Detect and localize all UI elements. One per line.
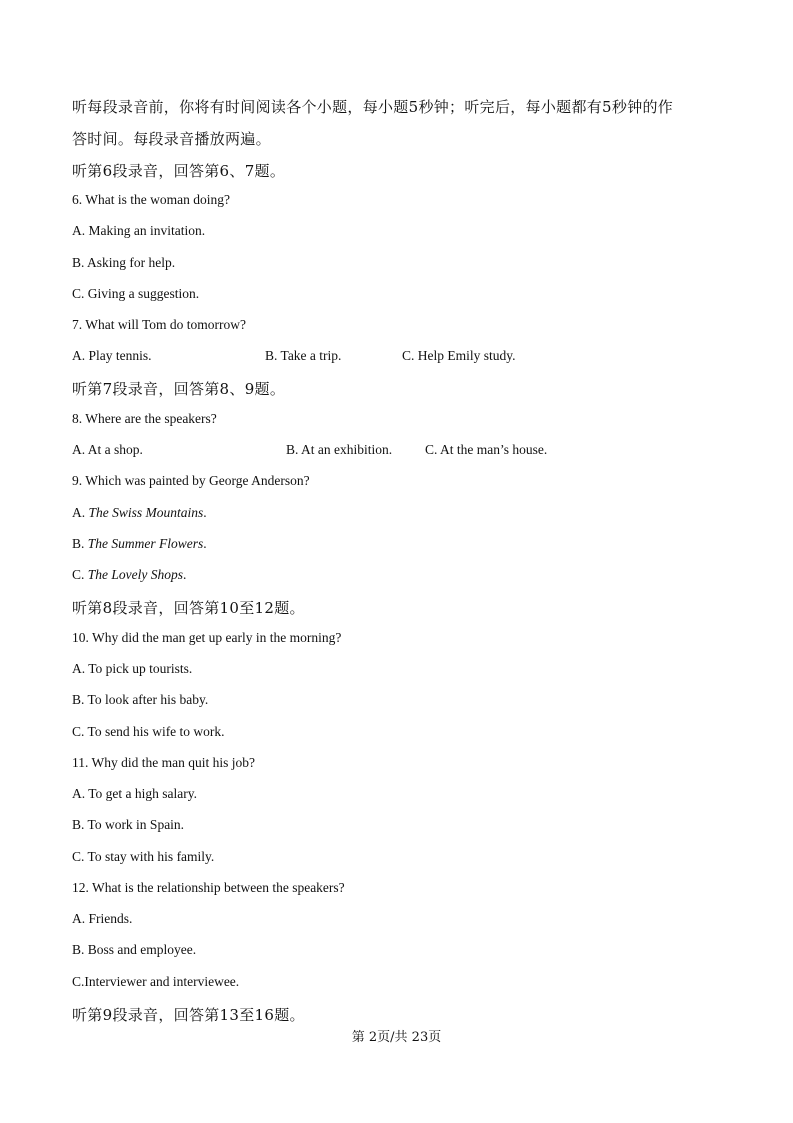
section-6-heading: 听第6段录音，回答第6、7题。 [72,162,286,180]
question-6-option-a: A. Making an invitation. [72,223,206,238]
question-11: 11. Why did the man quit his job? [72,755,255,770]
section-9-heading: 听第9段录音，回答第13至16题。 [72,1006,305,1024]
question-6: 6. What is the woman doing? [72,192,230,207]
instructions-line-2: 答时间。每段录音播放两遍。 [72,130,271,148]
question-11-option-a: A. To get a high salary. [72,786,198,801]
question-10-option-a: A. To pick up tourists. [72,661,193,676]
question-11-option-c: C. To stay with his family. [72,849,215,864]
question-12: 12. What is the relationship between the speakers? [72,880,345,895]
question-10: 10. Why did the man get up early in the morning? [72,630,342,645]
question-7-option-c: C. Help Emily study. [402,348,516,363]
option-letter: A. [72,505,89,520]
question-9-option-c [72,567,186,583]
option-period: . [203,536,207,551]
question-12-option-c: C.Interviewer and interviewee. [72,974,240,989]
section-7-heading: 听第7段录音，回答第8、9题。 [72,380,286,398]
option-letter: B. [72,536,88,551]
question-12-option-b: B. Boss and employee. [72,942,197,957]
option-period: . [203,505,207,520]
question-7: 7. What will Tom do tomorrow? [72,317,247,332]
option-period: . [183,567,187,582]
painting-title: The Lovely Shops [87,567,184,582]
question-7-option-b: B. Take a trip. [265,348,342,363]
question-11-option-b: B. To work in Spain. [72,817,185,832]
page-footer: 第 2页/共 23页 [351,1030,442,1045]
question-8: 8. Where are the speakers? [72,411,217,426]
painting-title: The Summer Flowers [87,536,204,551]
question-10-option-c: C. To send his wife to work. [72,724,225,739]
question-6-option-c: C. Giving a suggestion. [72,286,200,301]
question-8-option-a: A. At a shop. [72,442,143,457]
question-6-option-b: B. Asking for help. [72,255,176,270]
option-letter: C. [72,567,88,582]
question-9: 9. Which was painted by George Anderson? [72,473,310,488]
instructions-line-1: 听每段录音前，你将有时间阅读各个小题，每小题5秒钟；听完后，每小题都有5秒钟的作 [72,98,674,116]
question-12-option-a: A. Friends. [72,911,133,926]
painting-title: The Swiss Mountains [88,505,204,520]
question-8-option-c: C. At the man’s house. [425,442,548,457]
question-9-option-b [72,536,207,552]
question-8-option-b: B. At an exhibition. [286,442,393,457]
question-10-option-b: B. To look after his baby. [72,692,209,707]
question-9-option-a [72,505,207,521]
section-8-heading: 听第8段录音，回答第10至12题。 [72,599,305,617]
question-7-option-a: A. Play tennis. [72,348,152,363]
